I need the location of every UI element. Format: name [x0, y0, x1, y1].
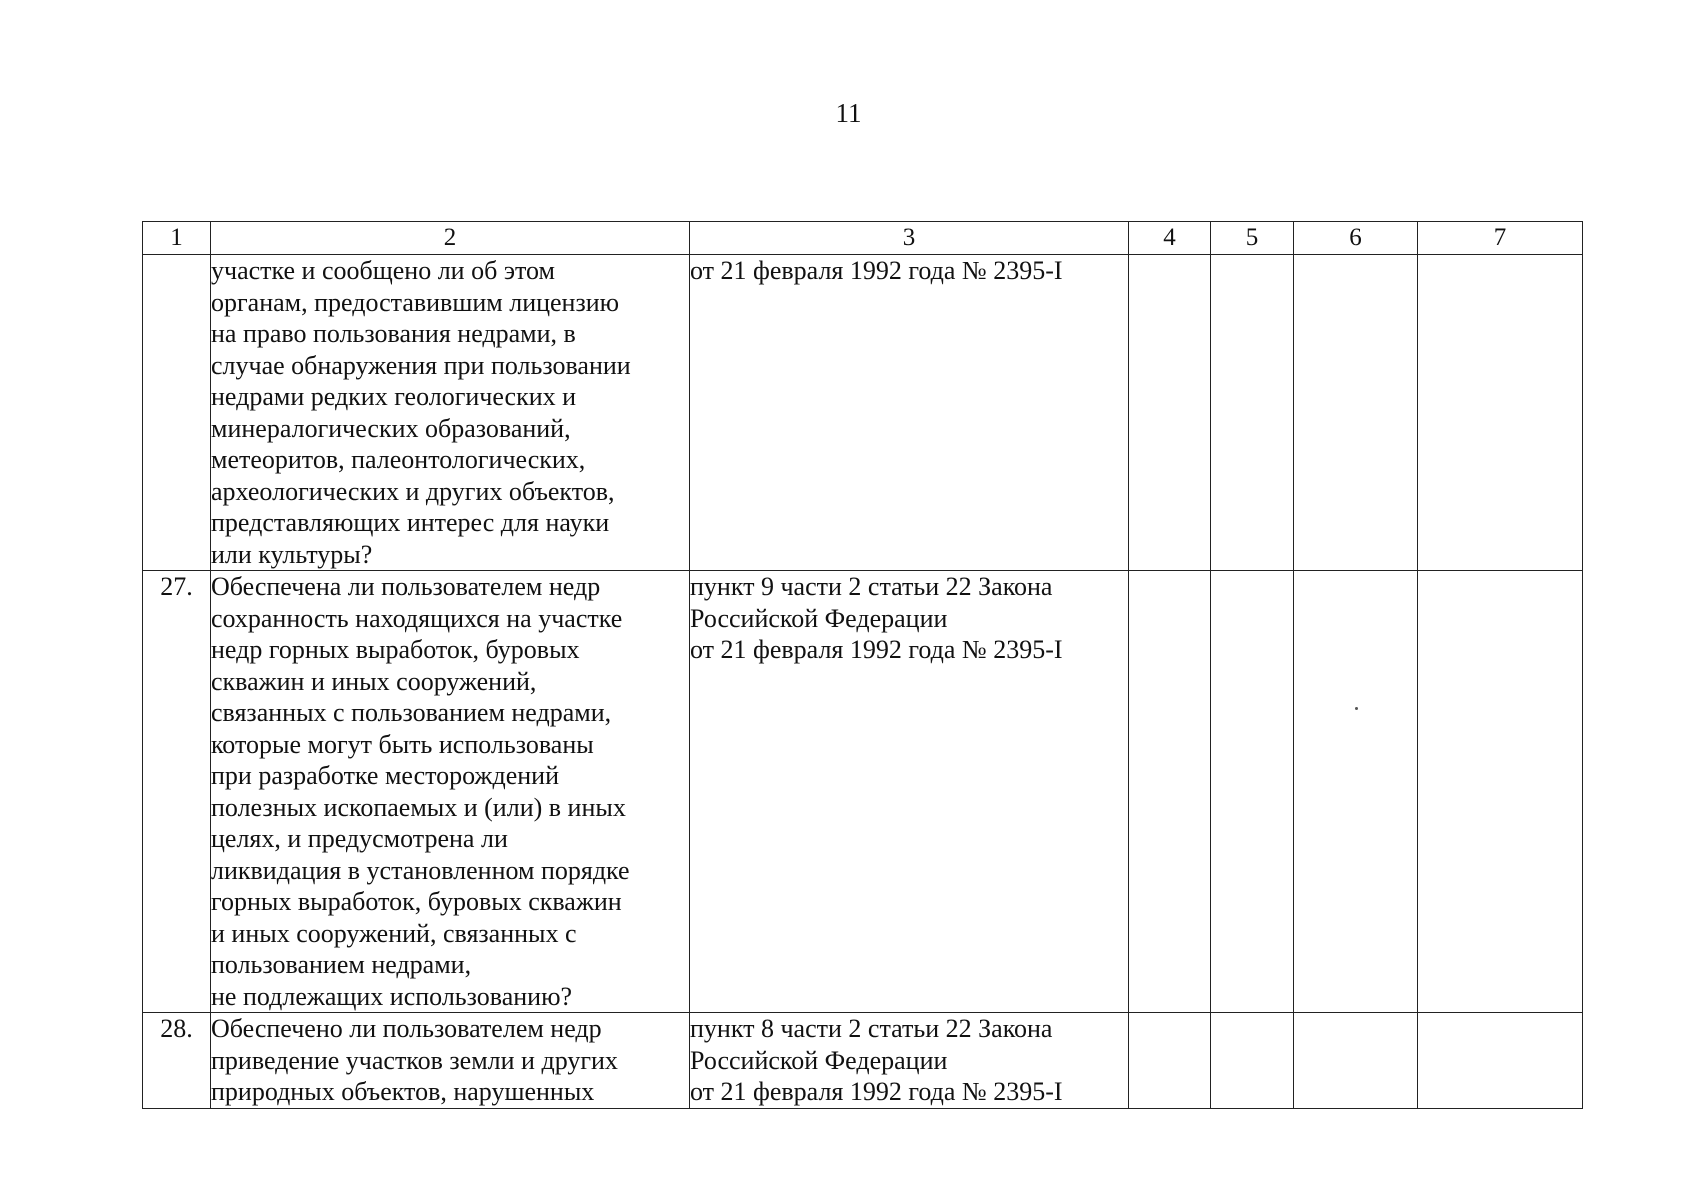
question-line: горных выработок, буровых скважин: [211, 887, 622, 916]
page-number: 11: [835, 98, 862, 128]
inspection-checklist-table: [142, 221, 1583, 1109]
legal-basis-line: пункт 9 части 2 статьи 22 Закона: [690, 572, 1053, 601]
table-row: [143, 1013, 1583, 1109]
question-line: участке и сообщено ли об этом: [211, 256, 555, 285]
question-line: сохранность находящихся на участке: [211, 603, 623, 633]
notes-cell[interactable]: [1418, 571, 1583, 1013]
question-line: при разработке месторождений: [211, 761, 559, 790]
row-number: 28.: [143, 1013, 211, 1109]
question-line: и иных сооружений, связанных с: [211, 918, 577, 948]
legal-basis-line: от 21 февраля 1992 года № 2395-I: [690, 635, 1063, 664]
answer-cell-yes[interactable]: [1129, 255, 1211, 571]
question-line: целях, и предусмотрена ли: [211, 824, 508, 853]
column-header-6: 6: [1294, 222, 1418, 255]
answer-cell-no[interactable]: [1211, 255, 1294, 571]
column-header-3: 3: [690, 222, 1129, 255]
column-header-2: 2: [211, 222, 690, 255]
question-line: археологических и других объектов,: [211, 476, 615, 506]
answer-cell-yes[interactable]: [1129, 571, 1211, 1013]
legal-basis-cell: [690, 255, 1129, 571]
row-number: [143, 255, 211, 571]
question-line: связанных с пользованием недрами,: [211, 698, 612, 727]
question-line: минералогических образований,: [211, 413, 571, 443]
column-header-4: 4: [1129, 222, 1211, 255]
question-line: не подлежащих использованию?: [211, 981, 573, 1011]
legal-basis-cell: [690, 571, 1129, 1013]
notes-cell[interactable]: [1418, 1013, 1583, 1109]
answer-cell-no[interactable]: [1211, 571, 1294, 1013]
legal-basis-line: пункт 8 части 2 статьи 22 Закона: [690, 1014, 1053, 1043]
question-line: представляющих интерес для науки: [211, 508, 610, 537]
column-header-5: 5: [1211, 222, 1294, 255]
question-line: на право пользования недрами, в: [211, 319, 576, 348]
question-line: случае обнаружения при пользовании: [211, 350, 631, 380]
question-line: недр горных выработок, буровых: [211, 635, 580, 664]
question-line: ликвидация в установленном порядке: [211, 855, 630, 885]
legal-basis-line: Российской Федерации: [690, 1045, 948, 1075]
question-line: пользованием недрами,: [211, 950, 472, 979]
answer-cell-yes[interactable]: [1129, 1013, 1211, 1109]
answer-cell-na[interactable]: [1294, 255, 1418, 571]
question-line: Обеспечено ли пользователем недр: [211, 1014, 602, 1043]
question-line: метеоритов, палеонтологических,: [211, 445, 586, 474]
question-line: органам, предоставившим лицензию: [211, 287, 620, 317]
row-number: 27.: [143, 571, 211, 1013]
scan-speck: [1355, 707, 1358, 710]
answer-cell-no[interactable]: [1211, 1013, 1294, 1109]
question-line: Обеспечена ли пользователем недр: [211, 572, 601, 601]
legal-basis-cell: [690, 1013, 1129, 1109]
legal-basis-line: от 21 февраля 1992 года № 2395-I: [690, 256, 1063, 285]
question-line: или культуры?: [211, 539, 373, 569]
table-row: [143, 255, 1583, 571]
answer-cell-na[interactable]: [1294, 571, 1418, 1013]
legal-basis-line: Российской Федерации: [690, 603, 948, 633]
question-line: недрами редких геологических и: [211, 382, 577, 411]
notes-cell[interactable]: [1418, 255, 1583, 571]
question-line: полезных ископаемых и (или) в иных: [211, 792, 626, 822]
answer-cell-na[interactable]: [1294, 1013, 1418, 1109]
legal-basis-line: от 21 февраля 1992 года № 2395-I: [690, 1077, 1063, 1106]
question-cell: [211, 255, 690, 571]
column-header-7: 7: [1418, 222, 1583, 255]
question-cell: [211, 1013, 690, 1109]
column-header-1: 1: [143, 222, 211, 255]
table-row: [143, 571, 1583, 1013]
question-line: приведение участков земли и других: [211, 1045, 618, 1075]
question-line: природных объектов, нарушенных: [211, 1077, 595, 1106]
question-line: которые могут быть использованы: [211, 729, 594, 759]
question-line: скважин и иных сооружений,: [211, 666, 537, 696]
table-header-row: [143, 222, 1583, 255]
question-cell: [211, 571, 690, 1013]
